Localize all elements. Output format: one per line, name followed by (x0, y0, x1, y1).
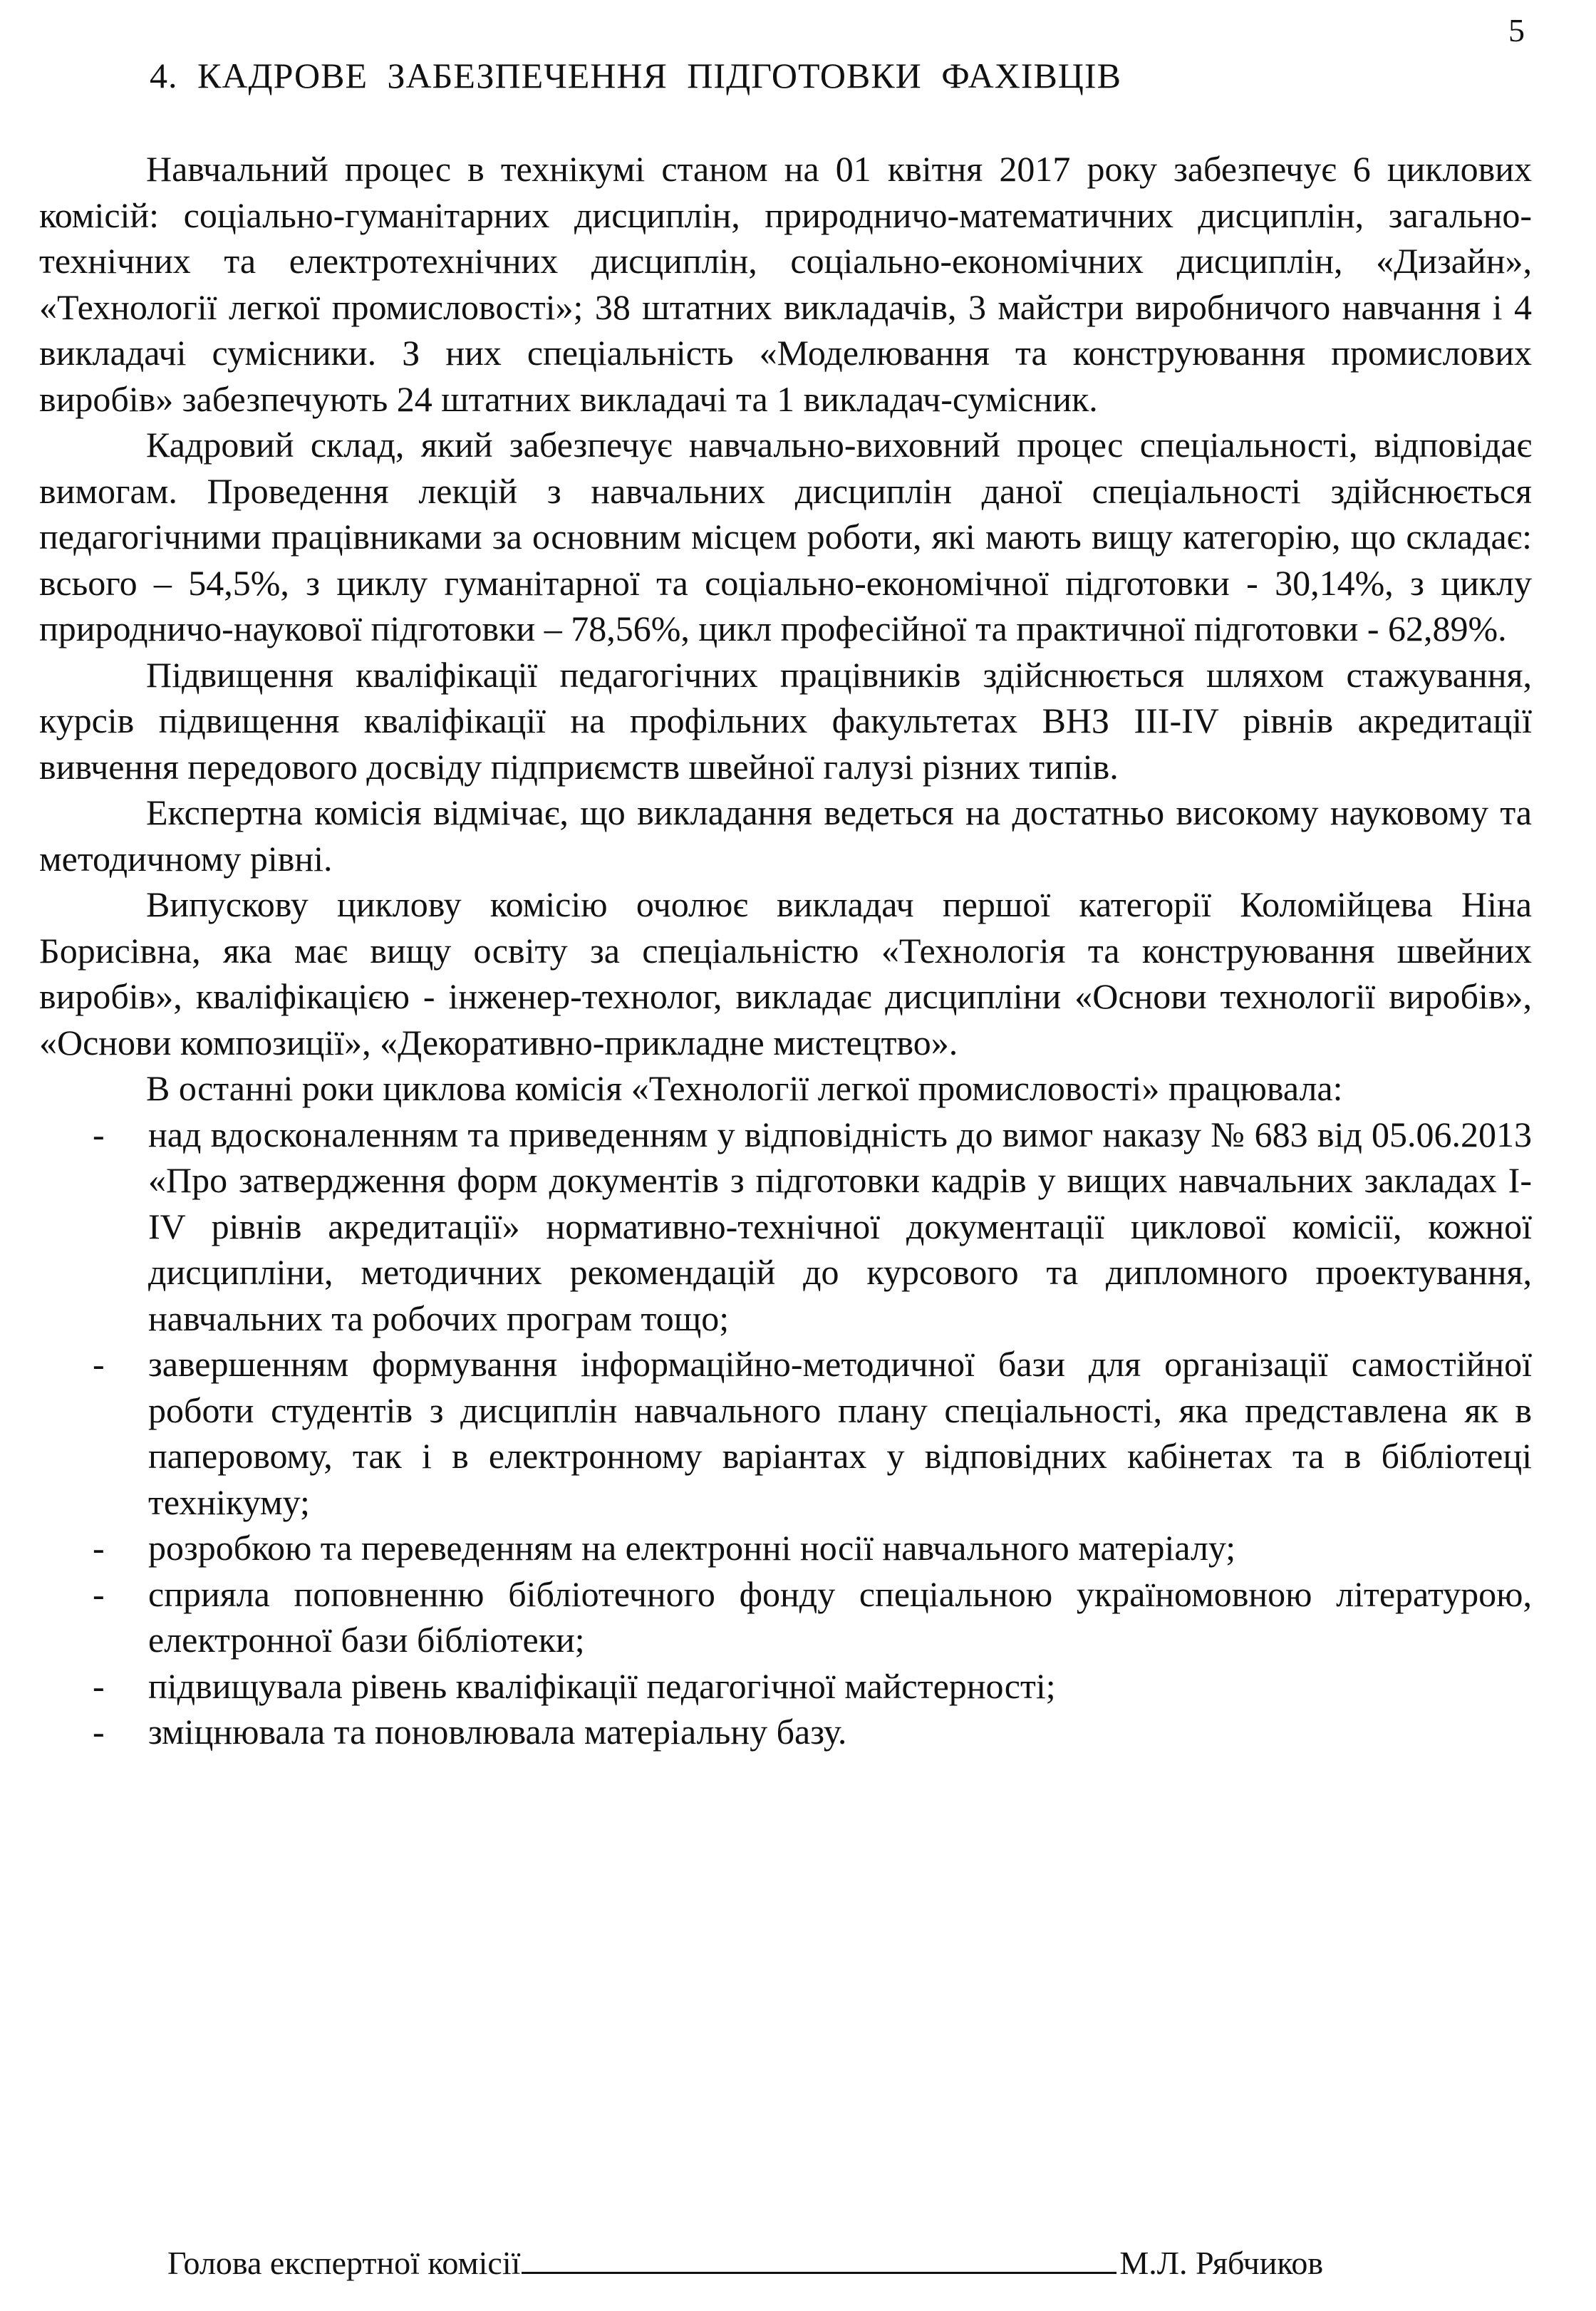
list-item (39, 1525, 1532, 1571)
list-item-text: над вдосконаленням та приведенням у відповідність до вимог наказу № 683 від 05.06.2013 «Про затвердження форм документів з підготовки кадрів у вищих навчальних закладах І-IV рівнів акредитації» нормативно-технічної документації циклової комісії, кожної дисципліни, методичних рекомендацій до курсового та дипломного проектування, навчальних та робочих програм тощо; (148, 1114, 1532, 1338)
work-list (39, 1112, 1532, 1755)
list-dash: - (93, 1344, 105, 1384)
list-item-text: підвищувала рівень кваліфікації педагогічної майстерності; (148, 1665, 1056, 1706)
signature-name: М.Л. Рябчиков (1119, 2245, 1324, 2281)
document-body (39, 146, 1532, 1755)
list-item-text: розробкою та переведенням на електронні носії навчального матеріалу; (148, 1528, 1236, 1568)
list-item (39, 1112, 1532, 1342)
paragraph-commission-head: Випускову циклову комісію очолює викладач першої категорії Коломійцева Ніна Борисівна, яка має вищу освіту за спеціальністю «Технологія та конструювання швейних виробів», кваліфікацією - інженер-технолог, викладає дисципліни «Основи технології виробів», «Основи композиції», «Декоративно-прикладне мистецтво». (39, 884, 1532, 1063)
signature-role: Голова експертної комісії (167, 2245, 521, 2281)
section-title: 4. КАДРОВЕ ЗАБЕЗПЕЧЕННЯ ПІДГОТОВКИ ФАХІВЦІВ (150, 56, 1121, 95)
paragraph-qualification: Підвищення кваліфікації педагогічних працівників здійснюється шляхом стажування, курсів підвищення кваліфікації на профільних факультетах ВНЗ ІІІ-IV рівнів акредитації вивчення передового досвіду підприємств швейної галузі різних типів. (39, 654, 1532, 787)
paragraph-expert-note: Експертна комісія відмічає, що викладання ведеться на достатньо високому науковому та методичному рівні. (39, 792, 1532, 879)
list-item-text: завершенням формування інформаційно-методичної бази для організації самостійної роботи студентів з дисциплін навчального плану спеціальності, яка представлена як в паперовому, так і в електронному варіантах у відповідних кабінетах та в бібліотеці технікуму; (148, 1344, 1532, 1522)
list-dash: - (93, 1665, 105, 1706)
signature-line (522, 2238, 1116, 2274)
list-item-text: сприяла поповненню бібліотечного фонду спеціальною україномовною літературою, електронної бази бібліотеки; (148, 1573, 1532, 1660)
list-item (39, 1709, 1532, 1755)
list-dash: - (93, 1573, 105, 1614)
list-item (39, 1663, 1532, 1710)
paragraph-staff-overview: Навчальний процес в технікумі станом на 01 квітня 2017 року забезпечує 6 циклових комісій: соціально-гуманітарних дисциплін, природничо-математичних дисциплін, загально-технічних та електротехнічних дисциплін, соціально-економічних дисциплін, «Дизайн», «Технології легкої промисловості»; 38 штатних викладачів, 3 майстри виробничого навчання і 4 викладачі сумісники. З них спеціальність «Моделювання та конструювання промислових виробів» забезпечують 24 штатних викладачі та 1 викладач-сумісник. (39, 149, 1532, 419)
list-dash: - (93, 1114, 105, 1154)
page-number: 5 (1508, 12, 1525, 48)
paragraph-commission-work: В останні роки циклова комісія «Технології легкої промисловості» працювала: (146, 1068, 1343, 1108)
signature-block (167, 2238, 1450, 2286)
list-item (39, 1571, 1532, 1663)
list-dash: - (93, 1712, 105, 1752)
list-item-text: зміцнювала та поновлювала матеріальну базу. (148, 1712, 847, 1752)
list-dash: - (93, 1528, 105, 1568)
list-item (39, 1341, 1532, 1525)
paragraph-staff-composition: Кадровий склад, який забезпечує навчально-виховний процес спеціальності, відповідає вимогам. Проведення лекцій з навчальних дисциплін даної спеціальності здійснюється педагогічними працівниками за основним місцем роботи, які мають вищу категорію, що складає: всього – 54,5%, з циклу гуманітарної та соціально-економічної підготовки - 30,14%, з циклу природничо-наукової підготовки – 78,56%, цикл професійної та практичної підготовки - 62,89%. (39, 425, 1532, 648)
